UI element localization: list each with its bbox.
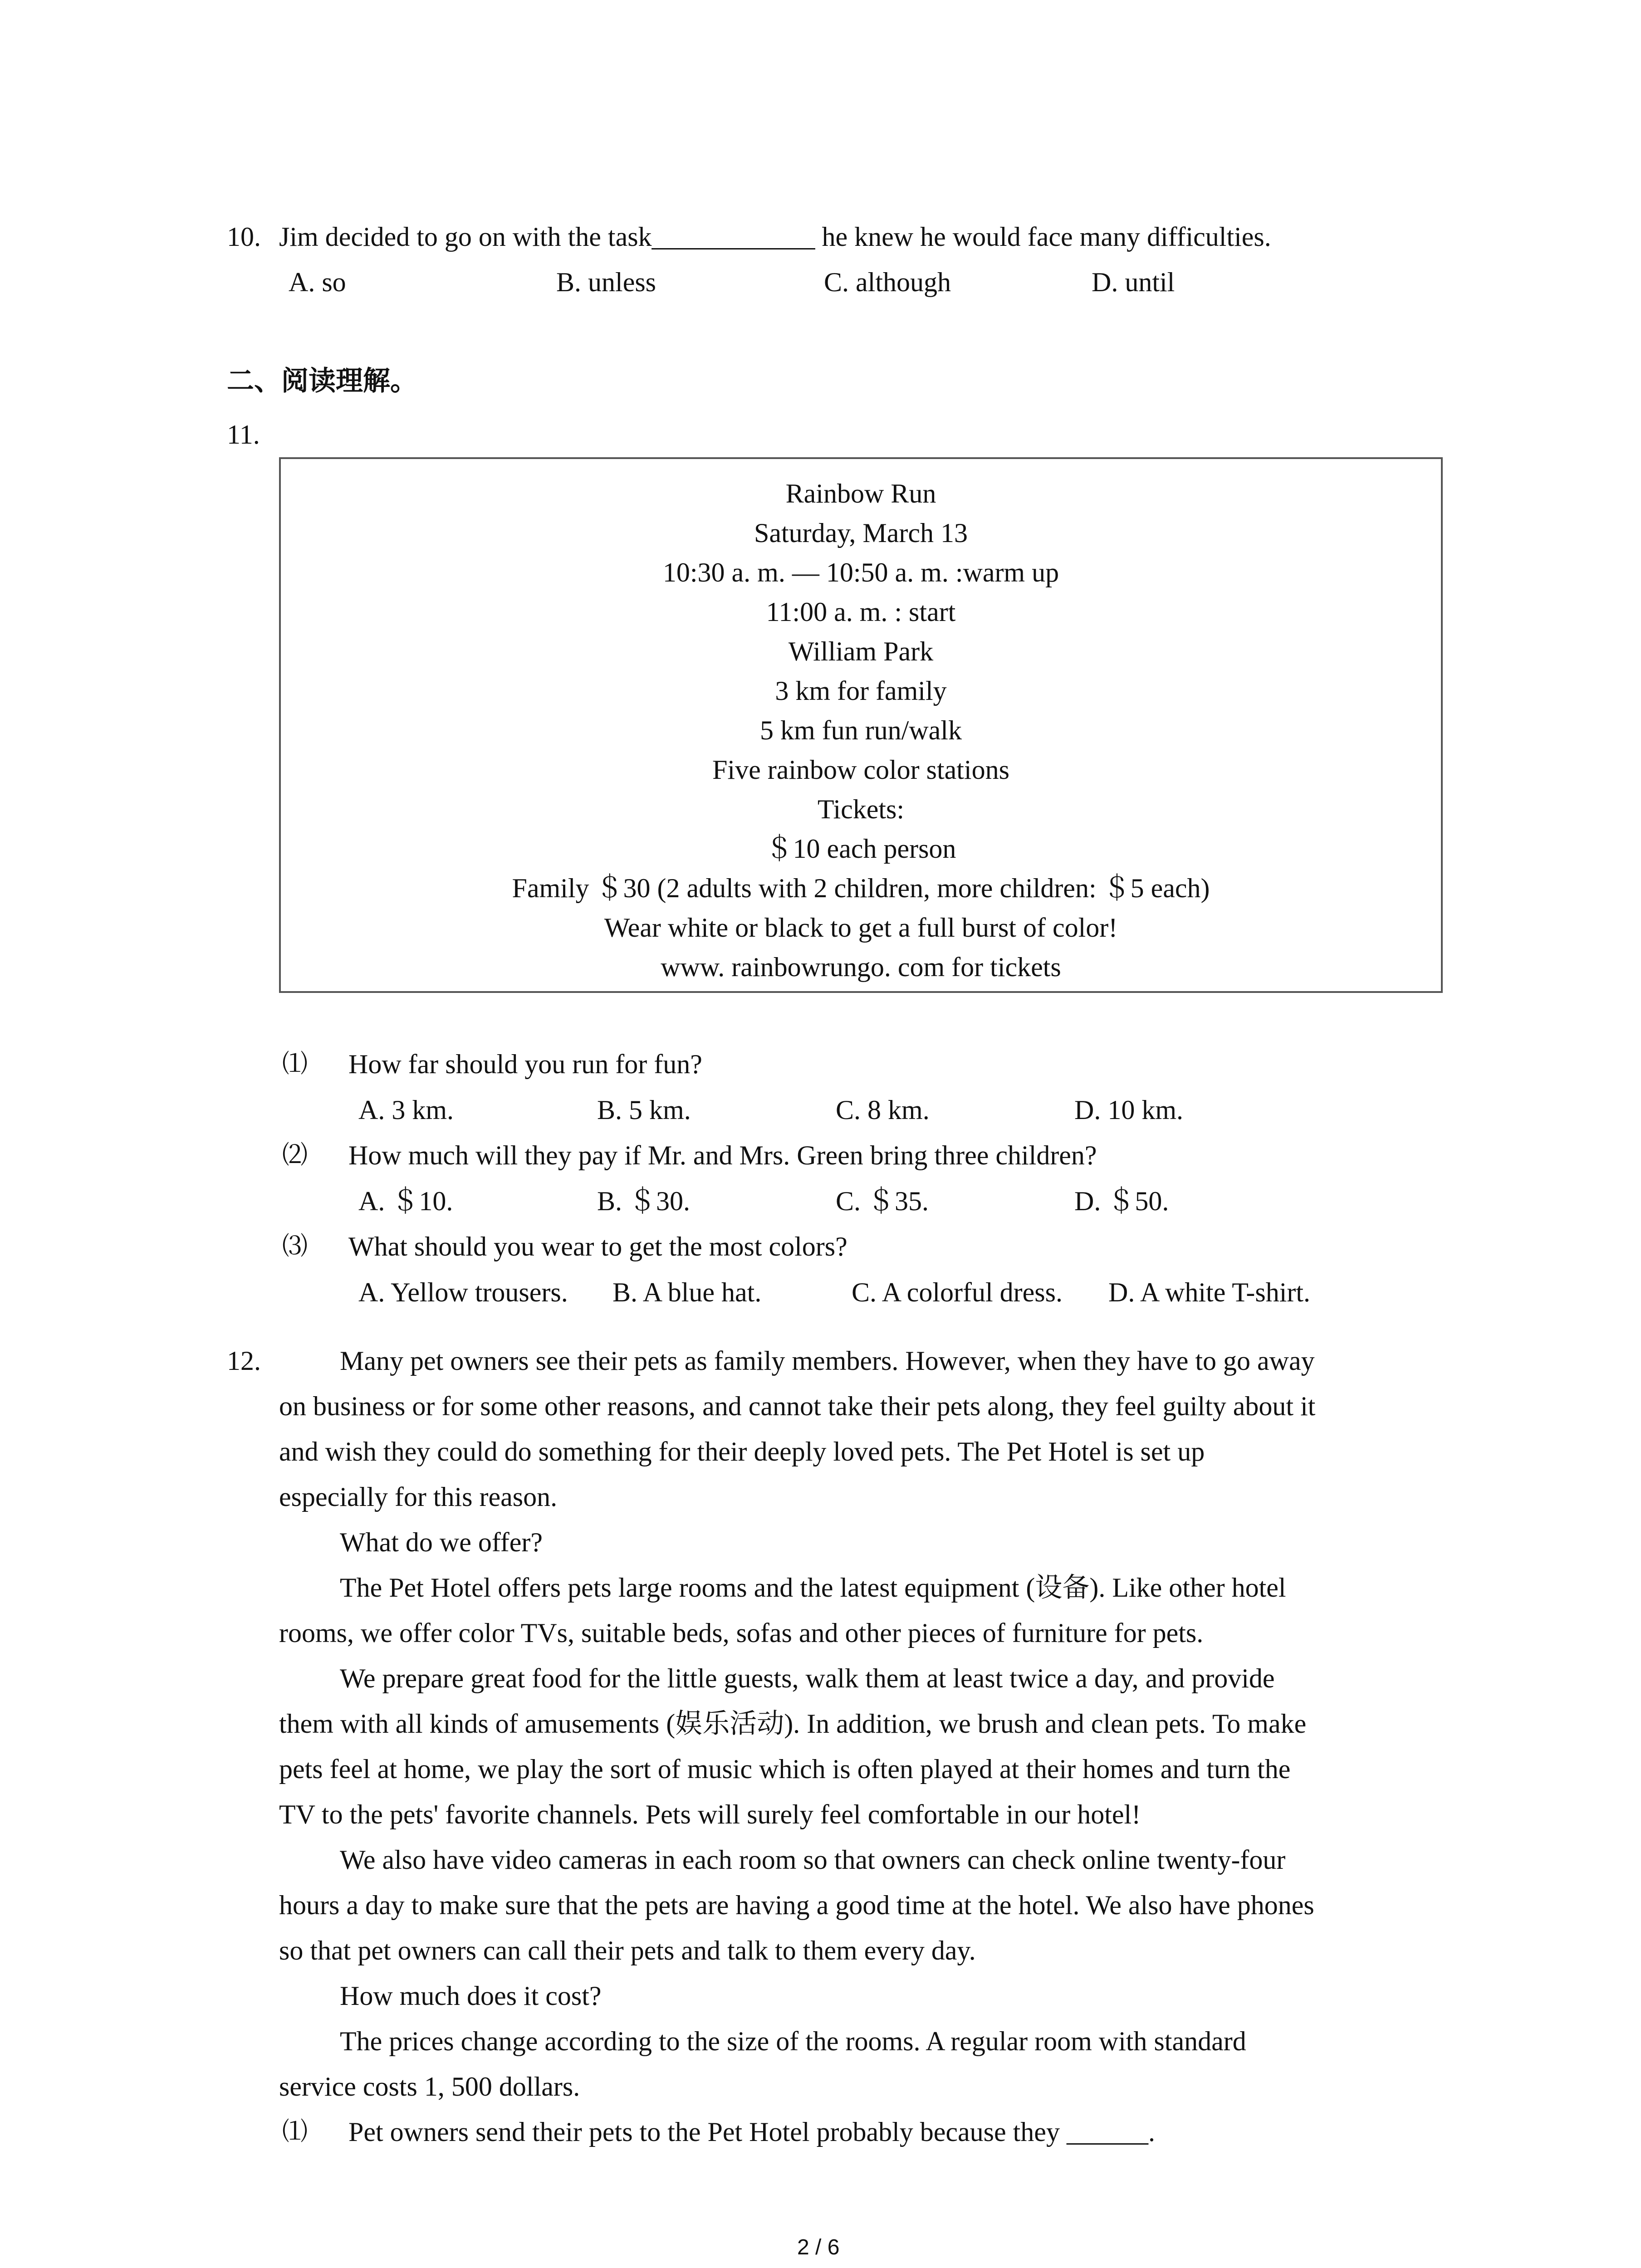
passage-line: them with all kinds of amusements (娱乐活动). In addition, we brush and clean pets. To make <box>279 1709 1307 1739</box>
stem-text: he knew he would face many difficulties. <box>815 222 1271 252</box>
question-number: 12. <box>227 1346 261 1376</box>
passage-line: service costs 1, 500 dollars. <box>279 2072 580 2102</box>
passage-line: especially for this reason. <box>279 1482 558 1512</box>
subquestion-marker: ⑴ <box>282 1050 308 1078</box>
option-c: C. 8 km. <box>836 1095 930 1125</box>
option-c: C. although <box>824 267 951 297</box>
answer-blank: ____________ <box>652 222 815 252</box>
option-b: B. unless <box>556 267 656 297</box>
passage-line: on business or for some other reasons, and cannot take their pets along, they feel guilty about it <box>279 1391 1316 1421</box>
passage-line: hours a day to make sure that the pets are having a good time at the hotel. We also have phones <box>279 1890 1314 1920</box>
passage-line: Many pet owners see their pets as family members. However, when they have to go away <box>340 1346 1315 1376</box>
option-d: D. 10 km. <box>1074 1095 1183 1125</box>
notice-line: Tickets: <box>817 794 905 824</box>
subquestion-text: How much will they pay if Mr. and Mrs. Green bring three children? <box>348 1140 1097 1170</box>
passage-subheading: What do we offer? <box>340 1527 543 1557</box>
question-number: 10. <box>227 222 261 252</box>
page-number: 2 / 6 <box>797 2235 840 2259</box>
option-b: B. 5 km. <box>597 1095 691 1125</box>
option-b: B. ＄30. <box>597 1186 691 1216</box>
passage-line: The prices change according to the size of the rooms. A regular room with standard <box>340 2026 1246 2056</box>
option-a: A. ＄10. <box>358 1186 453 1216</box>
notice-link: www. rainbowrungo. com for tickets <box>661 952 1061 982</box>
passage-subheading: How much does it cost? <box>340 1981 602 2011</box>
notice-title: Rainbow Run <box>785 479 936 508</box>
notice-line: 3 km for family <box>775 676 947 706</box>
notice-line: 10:30 a. m. — 10:50 a. m. :warm up <box>662 557 1059 587</box>
option-d: D. until <box>1092 267 1175 297</box>
notice-line: William Park <box>788 636 934 666</box>
passage-line: We prepare great food for the little guests, walk them at least twice a day, and provide <box>340 1663 1275 1693</box>
subquestion-marker: ⑴ <box>282 2118 308 2146</box>
subquestion-text: Pet owners send their pets to the Pet Hotel probably because they ______. <box>348 2117 1155 2147</box>
option-b: B. A blue hat. <box>612 1277 762 1307</box>
passage-line: so that pet owners can call their pets and talk to them every day. <box>279 1936 976 1965</box>
passage-line: pets feel at home, we play the sort of music which is often played at their homes and turn the <box>279 1754 1291 1784</box>
notice-line: Wear white or black to get a full burst of color! <box>604 913 1118 943</box>
passage-line: rooms, we offer color TVs, suitable beds, sofas and other pieces of furniture for pets. <box>279 1618 1204 1648</box>
notice-line: Five rainbow color stations <box>712 755 1009 785</box>
passage-line: and wish they could do something for their deeply loved pets. The Pet Hotel is set up <box>279 1437 1205 1466</box>
subquestion-marker: ⑵ <box>282 1141 308 1169</box>
notice-box <box>279 457 1443 993</box>
notice-line: 11:00 a. m. : start <box>766 597 956 627</box>
section-heading: 二、阅读理解。 <box>227 365 417 397</box>
option-c: C. A colorful dress. <box>852 1277 1063 1307</box>
passage-line: The Pet Hotel offers pets large rooms and the latest equipment (设备). Like other hotel <box>340 1573 1286 1603</box>
notice-line: Saturday, March 13 <box>754 518 968 548</box>
subquestion-text: What should you wear to get the most colors? <box>348 1232 847 1261</box>
subquestion-text: How far should you run for fun? <box>348 1049 702 1079</box>
question-stem <box>279 214 1271 259</box>
passage-line: We also have video cameras in each room so that owners can check online twenty-four <box>340 1845 1286 1875</box>
option-a: A. 3 km. <box>358 1095 454 1125</box>
stem-text: Jim decided to go on with the task <box>279 222 652 252</box>
subquestion-marker: ⑶ <box>282 1232 308 1261</box>
question-number: 11. <box>227 420 260 450</box>
notice-line: Family ＄30 (2 adults with 2 children, more children: ＄5 each) <box>512 873 1210 903</box>
option-a: A. Yellow trousers. <box>358 1277 568 1307</box>
option-d: D. A white T-shirt. <box>1108 1277 1311 1307</box>
option-d: D. ＄50. <box>1074 1186 1169 1216</box>
notice-line: 5 km fun run/walk <box>760 715 962 745</box>
notice-line: ＄10 each person <box>765 834 956 864</box>
passage-line: TV to the pets' favorite channels. Pets will surely feel comfortable in our hotel! <box>279 1799 1141 1829</box>
option-c: C. ＄35. <box>836 1186 929 1216</box>
option-a: A. so <box>289 267 346 297</box>
